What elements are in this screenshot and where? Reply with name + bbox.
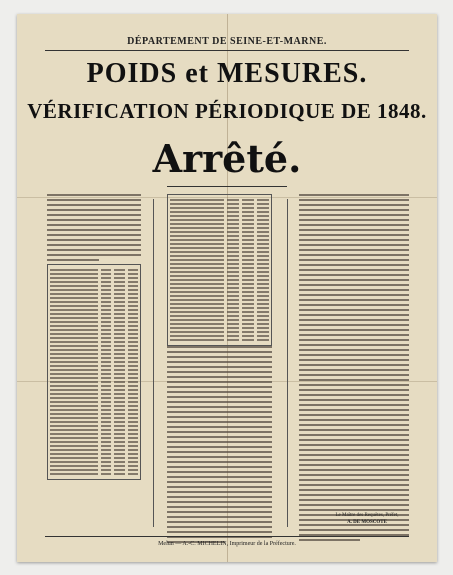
illegible-text-line [167,471,272,473]
table-row [170,279,269,281]
table-row [50,469,138,471]
table-row [170,283,269,285]
table-row [50,285,138,287]
table-row [50,473,138,475]
table-row [50,449,138,451]
illegible-text-line [299,529,409,531]
illegible-text-line [47,214,141,216]
table-row [50,361,138,363]
table-row [50,417,138,419]
table-row [50,461,138,463]
footer-rule [45,536,409,537]
table-row [50,317,138,319]
table-row [170,203,269,205]
table-row [50,357,138,359]
illegible-text-line [47,234,141,236]
illegible-text-line [299,214,409,216]
illegible-text-line [299,454,409,456]
table-row [50,405,138,407]
text-column-middle [167,194,272,546]
illegible-text-line [299,279,409,281]
illegible-text-line [167,531,272,533]
illegible-text-line [167,451,272,453]
illegible-text-line [299,424,409,426]
illegible-text-line [167,526,272,528]
illegible-text-line [299,509,409,511]
illegible-text-line [299,419,409,421]
table-row [170,315,269,317]
table-row [50,281,138,283]
illegible-text-line [167,391,272,393]
table-row [170,303,269,305]
illegible-text-line [299,389,409,391]
table-row [50,321,138,323]
illegible-text-line [299,299,409,301]
illegible-text-line [299,219,409,221]
table-row [50,309,138,311]
table-row [50,465,138,467]
illegible-text-line [299,439,409,441]
illegible-text-line [167,491,272,493]
illegible-text-line [299,414,409,416]
illegible-text-line [299,369,409,371]
illegible-text-line [299,504,409,506]
illegible-text-line [167,511,272,513]
signature-name: A. DE MOSCOTE [347,520,387,525]
illegible-text-line [299,194,409,196]
table-row [50,365,138,367]
illegible-text-line [47,244,141,246]
illegible-text-line [167,411,272,413]
table-row [50,457,138,459]
illegible-text-line [299,364,409,366]
illegible-text-line [299,324,409,326]
table-row [50,305,138,307]
table-row [50,337,138,339]
department-heading: DÉPARTEMENT DE SEINE-ET-MARNE. [127,36,327,47]
illegible-text-line [167,401,272,403]
table-row [50,329,138,331]
table-row [170,331,269,333]
illegible-text-line [167,441,272,443]
illegible-text-line [299,274,409,276]
illegible-text-line [167,346,272,348]
illegible-text-line [167,366,272,368]
illegible-text-line [299,434,409,436]
illegible-text-line [299,234,409,236]
table-row [50,381,138,383]
table-row [50,429,138,431]
poster-sheet [17,14,437,562]
table-row [170,323,269,325]
illegible-text-line [299,394,409,396]
illegible-text-line [299,429,409,431]
illegible-text-line [299,459,409,461]
illegible-text-line [299,484,409,486]
illegible-text-line [47,239,141,241]
illegible-text-line [167,356,272,358]
table-row [50,345,138,347]
table-row [170,215,269,217]
illegible-text-line [47,249,141,251]
illegible-text-line [299,479,409,481]
table-row [170,243,269,245]
table-row [170,199,269,201]
illegible-text-line [299,224,409,226]
table-row [50,325,138,327]
illegible-text-line [167,456,272,458]
table-row [50,277,138,279]
illegible-text-line [299,249,409,251]
table-row [170,291,269,293]
text-column-right [299,194,409,544]
table-row [170,255,269,257]
illegible-text-line [299,409,409,411]
table-row [50,289,138,291]
table-row [50,273,138,275]
text-column-left [47,194,141,480]
header-rule [45,50,409,51]
table-row [50,333,138,335]
table-row [170,247,269,249]
illegible-text-line [299,384,409,386]
table-row [170,259,269,261]
illegible-text-line [167,481,272,483]
table-row [50,301,138,303]
illegible-text-line [167,426,272,428]
table-row [170,235,269,237]
illegible-text-line [299,359,409,361]
table-row [170,227,269,229]
commune-schedule-table [47,264,141,480]
title-arrete: Arrêté. [152,136,302,181]
illegible-text-line [167,436,272,438]
column-divider [287,199,288,527]
illegible-text-line [167,361,272,363]
table-row [170,307,269,309]
illegible-text-line [167,521,272,523]
table-row [50,269,138,271]
table-row [50,445,138,447]
illegible-text-line [299,294,409,296]
illegible-text-line [299,499,409,501]
table-row [170,335,269,337]
table-row [50,441,138,443]
illegible-text-line [299,244,409,246]
illegible-text-line [299,329,409,331]
table-row [170,339,269,341]
table-row [50,437,138,439]
illegible-text-line [47,224,141,226]
illegible-text-line [299,259,409,261]
illegible-text-line [299,344,409,346]
table-row [50,421,138,423]
illegible-text-line [167,371,272,373]
signature-title: Le Maître des Requêtes, Préfet, [335,513,399,518]
illegible-text-line [299,304,409,306]
illegible-text-line [299,469,409,471]
table-row [170,311,269,313]
illegible-text-line [299,404,409,406]
title-rule [167,186,287,187]
table-row [170,319,269,321]
table-row [50,369,138,371]
illegible-text-line [167,431,272,433]
table-row [50,409,138,411]
illegible-text-line [299,209,409,211]
illegible-text-line [299,284,409,286]
illegible-text-line [299,319,409,321]
table-row [170,271,269,273]
illegible-text-line [299,269,409,271]
illegible-text-line [167,446,272,448]
table-row [170,223,269,225]
illegible-text-line [299,474,409,476]
commune-schedule-table [167,194,272,346]
illegible-text-line [299,449,409,451]
illegible-text-line [167,466,272,468]
illegible-text-line [167,501,272,503]
illegible-text-line [47,254,141,256]
illegible-text-line [167,421,272,423]
table-row [50,413,138,415]
table-row [170,231,269,233]
illegible-text-line [299,379,409,381]
table-row [50,353,138,355]
table-row [170,211,269,213]
illegible-text-line [167,486,272,488]
illegible-text-line [167,476,272,478]
illegible-text-line [167,406,272,408]
illegible-text-line [299,289,409,291]
illegible-text-line [299,204,409,206]
illegible-text-line [299,444,409,446]
illegible-text-line [299,239,409,241]
table-row [170,275,269,277]
table-row [50,293,138,295]
table-row [50,433,138,435]
table-row [50,453,138,455]
printer-credit: Melun — A.-C. MICHELIN, Imprimeur de la Préfecture. [158,541,296,547]
illegible-text-line [167,386,272,388]
table-row [170,239,269,241]
illegible-text-line [167,496,272,498]
table-row [50,397,138,399]
illegible-text-line [47,219,141,221]
illegible-text-line [299,334,409,336]
table-row [170,299,269,301]
table-row [170,327,269,329]
illegible-text-line [299,339,409,341]
illegible-text-line [299,199,409,201]
table-row [170,263,269,265]
prefect-signature [317,512,417,526]
title-poids-mesures: POIDS et MESURES. [86,58,368,89]
table-row [50,401,138,403]
title-verification: VÉRIFICATION PÉRIODIQUE DE 1848. [27,99,427,123]
table-row [50,341,138,343]
table-row [170,295,269,297]
illegible-text-line [167,516,272,518]
illegible-text-line [47,204,141,206]
illegible-text-line [167,416,272,418]
table-row [50,313,138,315]
table-row [170,219,269,221]
table-row [50,393,138,395]
table-row [50,297,138,299]
table-row [50,425,138,427]
table-row [170,251,269,253]
illegible-text-line [47,229,141,231]
table-row [170,267,269,269]
illegible-text-line [299,264,409,266]
table-row [170,287,269,289]
illegible-text-line [167,396,272,398]
illegible-text-line [167,351,272,353]
illegible-text-line [299,349,409,351]
table-row [50,373,138,375]
table-row [50,377,138,379]
illegible-text-line [47,194,141,196]
column-divider [153,199,154,527]
table-row [50,389,138,391]
illegible-text-line [167,381,272,383]
illegible-text-line [167,506,272,508]
illegible-text-line [299,354,409,356]
illegible-text-line [299,494,409,496]
illegible-text-line [299,399,409,401]
illegible-text-line [299,254,409,256]
illegible-text-line [299,309,409,311]
table-row [50,385,138,387]
illegible-text-line [47,209,141,211]
illegible-text-line [299,374,409,376]
illegible-text-line [47,259,99,261]
table-row [50,349,138,351]
table-row [170,207,269,209]
illegible-text-line [299,229,409,231]
illegible-text-line [299,314,409,316]
illegible-text-line [167,461,272,463]
illegible-text-line [299,464,409,466]
illegible-text-line [299,489,409,491]
illegible-text-line [167,376,272,378]
illegible-text-line [47,199,141,201]
